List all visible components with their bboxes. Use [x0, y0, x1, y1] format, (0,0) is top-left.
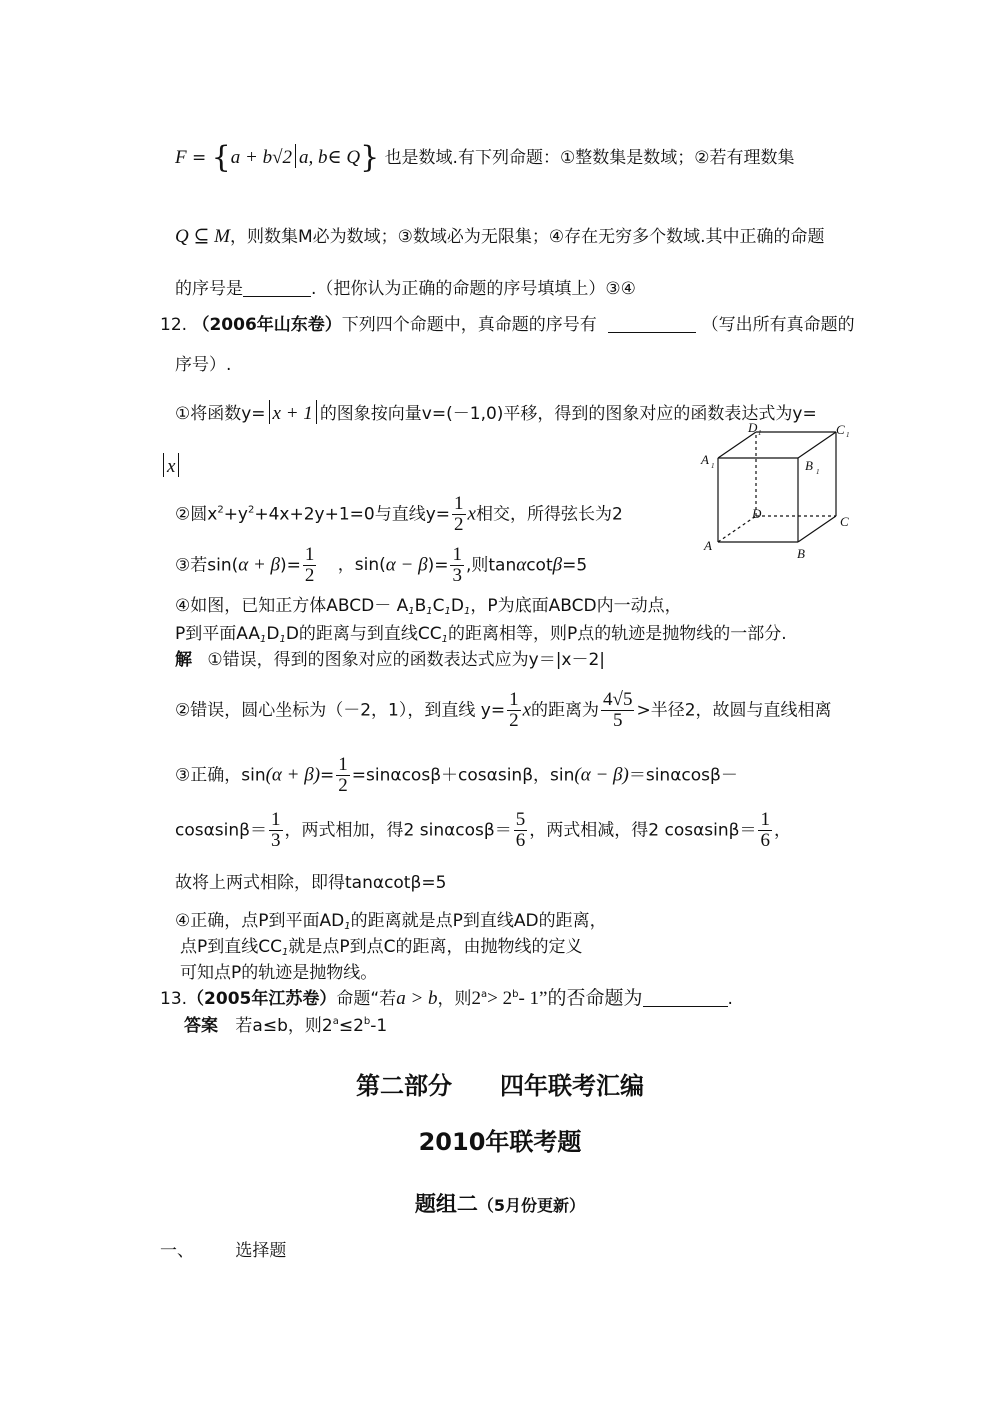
fraction — [758, 810, 772, 851]
edge-AD — [718, 516, 756, 542]
numerator: 4√5 — [603, 689, 633, 710]
line-text: ≤2 — [338, 1016, 364, 1036]
label-b: B — [797, 546, 805, 561]
subscript: 1 — [441, 634, 449, 645]
math-expr: x + 1 — [272, 403, 313, 424]
fraction — [303, 545, 317, 586]
line-text: ④如图，已知正方体ABCD－ A — [175, 596, 409, 616]
solution-6 — [175, 911, 607, 933]
question-source: （2006年山东卷） — [192, 315, 342, 335]
line-field-def — [175, 140, 794, 176]
line-text: +y — [223, 504, 248, 525]
line-text: cosαsinβ＝ — [175, 820, 268, 841]
superscript: 2 — [248, 504, 255, 516]
math-expr: x — [167, 456, 176, 477]
subset-expr: Q ⊆ M — [175, 226, 230, 247]
question-text: - 1”的否命题为 — [518, 988, 643, 1009]
question-12-line2 — [175, 355, 231, 375]
line-text: +4x+2y+1=0与直线y= — [254, 504, 451, 525]
line-text: )= — [280, 555, 301, 576]
part-heading: 第二部分 四年联考汇编 — [356, 1072, 644, 1100]
abs-bar — [163, 453, 164, 477]
label-d1-sub: 1 — [758, 429, 762, 437]
solution-8 — [180, 963, 377, 983]
fraction — [450, 545, 464, 586]
edge-BC — [798, 516, 836, 542]
label-c1-sub: 1 — [846, 431, 850, 439]
alpha: α — [516, 554, 527, 576]
edge-B1C1 — [798, 432, 836, 458]
denominator: 2 — [304, 564, 315, 586]
question-text: （写出所有真命题的 — [701, 315, 855, 335]
line-text: ④正确，点P到平面AD — [175, 911, 345, 931]
solution-7 — [180, 937, 583, 959]
question-text: 序号）. — [175, 355, 232, 375]
label-b1: B — [805, 458, 813, 473]
superscript: a — [332, 1016, 339, 1027]
question-source: （2005年江苏卷） — [187, 989, 337, 1009]
answer-blank — [243, 279, 311, 297]
subscript: 1 — [464, 606, 471, 617]
subscript: 1 — [279, 634, 286, 645]
line-text: =5 — [562, 555, 588, 576]
var-x: x — [467, 503, 476, 525]
line-text: -1 — [370, 1016, 388, 1036]
proposition-2 — [175, 494, 623, 535]
math-expr: α + β — [238, 554, 280, 576]
line-text: ，则数集M必为数域；③数域必为无限集；④存在无穷多个数域.其中正确的命题 — [229, 227, 825, 247]
denominator: 3 — [452, 564, 462, 586]
answer-label: 答案 — [184, 1016, 218, 1036]
eq-sign: = — [192, 148, 207, 168]
answer-13 — [184, 1016, 387, 1036]
numerator: 1 — [304, 544, 315, 565]
fraction — [507, 690, 521, 731]
line-text: ①错误，得到的图象对应的函数表达式应为y＝|x－2| — [207, 650, 606, 670]
superscript: b — [363, 1016, 371, 1027]
answer-blank — [608, 315, 696, 333]
proposition-3 — [175, 545, 587, 586]
subscript: 1 — [444, 606, 451, 617]
line-text: ②圆x — [175, 504, 218, 525]
denominator: 6 — [760, 829, 770, 851]
group-subtitle: （5月份更新） — [477, 1196, 586, 1215]
question-text: . — [727, 989, 733, 1009]
line-text: ,则tan — [465, 555, 517, 576]
line-text: 点P到直线CC — [180, 937, 282, 957]
numerator: 1 — [454, 493, 464, 514]
line-text: ＝sinαcosβ－ — [628, 765, 738, 786]
proposition-4 — [175, 596, 682, 618]
abs-bar — [269, 400, 270, 424]
line-text: ，两式相减，得2 cosαsinβ＝ — [529, 820, 757, 841]
line-text: D — [266, 624, 280, 644]
line-text: D的距离与到直线CC — [285, 624, 442, 644]
cube-figure — [690, 418, 860, 568]
fraction — [336, 755, 350, 796]
brace-left: { — [211, 140, 231, 175]
math-expr: a > b — [396, 988, 438, 1009]
line-text: 故将上两式相除，即得tanαcotβ=5 — [175, 873, 447, 893]
line-subset — [175, 226, 825, 249]
var-x: x — [522, 699, 532, 721]
numerator: 1 — [271, 809, 281, 830]
solution-3 — [175, 755, 738, 796]
brace-right: } — [360, 140, 380, 175]
label-d1: D — [748, 420, 758, 435]
section-title: 选择题 — [235, 1241, 287, 1261]
line-text: 就是点P到点C的距离，由抛物线的定义 — [288, 937, 583, 957]
line-text: C — [432, 596, 445, 616]
set-element: a + b√2 — [230, 147, 293, 168]
question-13 — [160, 988, 733, 1011]
solution-1 — [175, 650, 605, 670]
question-number: 12. — [160, 315, 188, 335]
question-text: 下列四个命题中，真命题的序号有 — [341, 315, 597, 335]
denominator: 3 — [271, 829, 281, 851]
line-text: D — [450, 596, 464, 616]
beta: β — [552, 554, 563, 576]
fraction — [452, 494, 466, 535]
line-text: cot — [526, 555, 553, 576]
line-answer-11 — [175, 279, 636, 299]
math-expr: > 2 — [487, 988, 513, 1009]
var-f: F — [175, 147, 187, 168]
line-text: 的距离就是点P到直线AD的距离， — [350, 911, 607, 931]
subscript: 1 — [259, 634, 267, 645]
math-expr: α − β — [385, 554, 428, 576]
line-text: 相交，所得弦长为2 — [475, 504, 623, 525]
subscript: 1 — [282, 947, 289, 958]
solution-2 — [175, 690, 832, 731]
subscript: 1 — [408, 606, 415, 617]
proposition-4-line2 — [175, 624, 787, 646]
label-c: C — [840, 514, 849, 529]
denominator: 2 — [338, 774, 348, 796]
denominator: 2 — [509, 709, 519, 731]
solution-label: 解 — [175, 650, 192, 670]
numerator: 5 — [515, 809, 526, 830]
question-12 — [160, 315, 855, 335]
math-expr: (α − β) — [574, 764, 629, 786]
line-text: ， — [773, 820, 791, 841]
set-condition: a, b∈ Q — [299, 147, 361, 168]
proposition-1-result — [160, 453, 182, 479]
section-heading — [160, 1241, 286, 1261]
subscript: 1 — [426, 606, 433, 617]
edge-A1D1 — [718, 432, 756, 458]
line-text: .（把你认为正确的命题的序号填填上）③④ — [311, 279, 636, 299]
numerator: 1 — [338, 754, 348, 775]
solution-5 — [175, 873, 446, 893]
line-text: >半径2，故圆与直线相离 — [636, 700, 832, 721]
label-a: A — [704, 538, 712, 553]
line-text: ③正确，sin — [175, 765, 266, 786]
line-text: 可知点P的轨迹是抛物线。 — [180, 963, 378, 983]
line-text: 也是数域.有下列命题：①整数集是数域；②若有理数集 — [384, 148, 795, 168]
fraction — [601, 690, 634, 731]
abs-bar — [316, 400, 317, 424]
question-text: 命题“若 — [336, 989, 397, 1009]
label-d: D — [752, 506, 762, 521]
line-text: ，P为底面ABCD内一动点， — [470, 596, 682, 616]
superscript: 2 — [217, 504, 224, 516]
math-expr: 2 — [471, 988, 482, 1009]
solution-4 — [175, 810, 791, 851]
section-number: 一、 — [160, 1241, 194, 1261]
line-text: ，两式相加，得2 sinαcosβ＝ — [284, 820, 512, 841]
line-text: P到平面AA — [175, 624, 260, 644]
line-text: ②错误，圆心坐标为（－2，1），到直线 y= — [175, 700, 506, 721]
line-text: 的距离相等，则P点的轨迹是抛物线的一部分. — [448, 624, 787, 644]
line-text: ①将函数y= — [175, 404, 266, 424]
line-text: ，sin( — [337, 555, 386, 576]
question-text: ，则 — [437, 989, 472, 1009]
fraction — [269, 810, 283, 851]
math-expr: (α + β) — [265, 764, 321, 786]
numerator: 1 — [509, 689, 519, 710]
answer-blank — [643, 989, 728, 1007]
subscript: 1 — [344, 921, 351, 932]
line-text: = — [320, 765, 335, 786]
numerator: 1 — [452, 544, 462, 565]
line-text: ③若sin( — [175, 555, 239, 576]
group-heading — [0, 1188, 1000, 1218]
label-a1: A — [701, 452, 709, 467]
group-title: 题组二 — [414, 1192, 478, 1216]
abs-bar — [178, 453, 179, 477]
year-heading: 2010年联考题 — [418, 1128, 582, 1156]
denominator: 5 — [613, 709, 623, 731]
set-bar — [295, 144, 296, 168]
superscript: a — [481, 989, 488, 1000]
fraction — [514, 810, 528, 851]
question-number: 13. — [160, 989, 188, 1009]
label-c1: C — [836, 422, 845, 437]
line-text: 的图象按向量v=(－1,0)平移，得到的图象对应的函数表达式为y= — [319, 404, 817, 424]
label-b1-sub: 1 — [816, 468, 820, 476]
line-text: =sinαcosβ＋cosαsinβ，sin — [351, 765, 575, 786]
line-text: 的距离为 — [531, 700, 600, 721]
numerator: 1 — [760, 809, 770, 830]
denominator: 2 — [454, 513, 464, 535]
superscript: b — [512, 989, 519, 1000]
line-text: 的序号是 — [175, 279, 243, 299]
label-a1-sub: 1 — [711, 462, 715, 470]
line-text: )= — [427, 555, 449, 576]
denominator: 6 — [515, 829, 526, 851]
line-text: 若a≤b，则2 — [235, 1016, 333, 1036]
line-text: B — [414, 596, 427, 616]
